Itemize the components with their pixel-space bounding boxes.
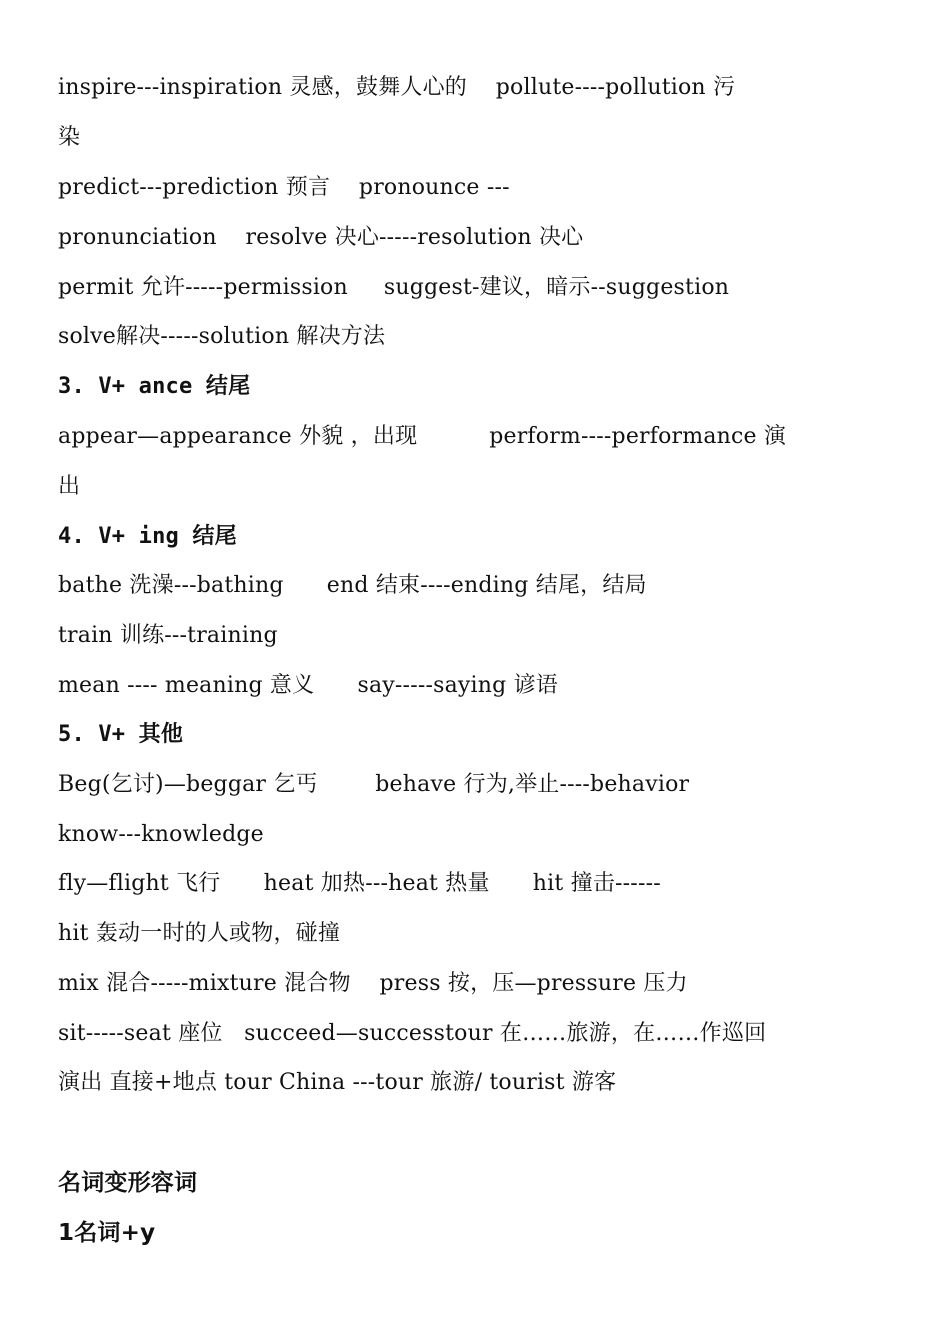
text-line: mean ---- meaning 意义 say-----saying 谚语 bbox=[58, 673, 559, 698]
text-line: solve解决-----solution 解决方法 bbox=[58, 324, 386, 349]
sub-heading: 1名词+y bbox=[58, 1220, 156, 1246]
text-line: hit 轰动一时的人或物，碰撞 bbox=[58, 921, 341, 946]
text-line: inspire---inspiration 灵感，鼓舞人心的 pollute----pollution 污 bbox=[58, 75, 736, 100]
text-line: Beg(乞讨)—beggar 乞丐 behave 行为,举止----behavior bbox=[58, 772, 690, 797]
section-heading-4: 4. V+ ing 结尾 bbox=[58, 524, 237, 549]
section-heading-5: 5. V+ 其他 bbox=[58, 722, 184, 747]
section-title: 名词变形容词 bbox=[58, 1170, 198, 1196]
text-line: fly—flight 飞行 heat 加热---heat 热量 hit 撞击------ bbox=[58, 871, 661, 896]
text-line: 出 bbox=[58, 474, 81, 499]
text-line: 染 bbox=[58, 125, 81, 150]
text-line: mix 混合-----mixture 混合物 press 按，压—pressure 压力 bbox=[58, 971, 688, 996]
text-line: bathe 洗澡---bathing end 结束----ending 结尾，结局 bbox=[58, 573, 647, 598]
text-line: pronunciation resolve 决心-----resolution 决心 bbox=[58, 225, 584, 250]
text-line: train 训练---training bbox=[58, 623, 278, 648]
text-line: sit-----seat 座位 succeed—successtour 在……旅游，在……作巡回 bbox=[58, 1021, 767, 1046]
text-line: predict---prediction 预言 pronounce --- bbox=[58, 175, 510, 200]
text-line: permit 允许-----permission suggest-建议，暗示--suggestion bbox=[58, 275, 730, 300]
text-line: 演出 直接+地点 tour China ---tour 旅游/ tourist 游客 bbox=[58, 1070, 617, 1095]
section-heading-3: 3. V+ ance 结尾 bbox=[58, 374, 251, 399]
text-line: know---knowledge bbox=[58, 822, 264, 847]
text-line: appear—appearance 外貌 ，出现 perform----performance 演 bbox=[58, 424, 787, 449]
